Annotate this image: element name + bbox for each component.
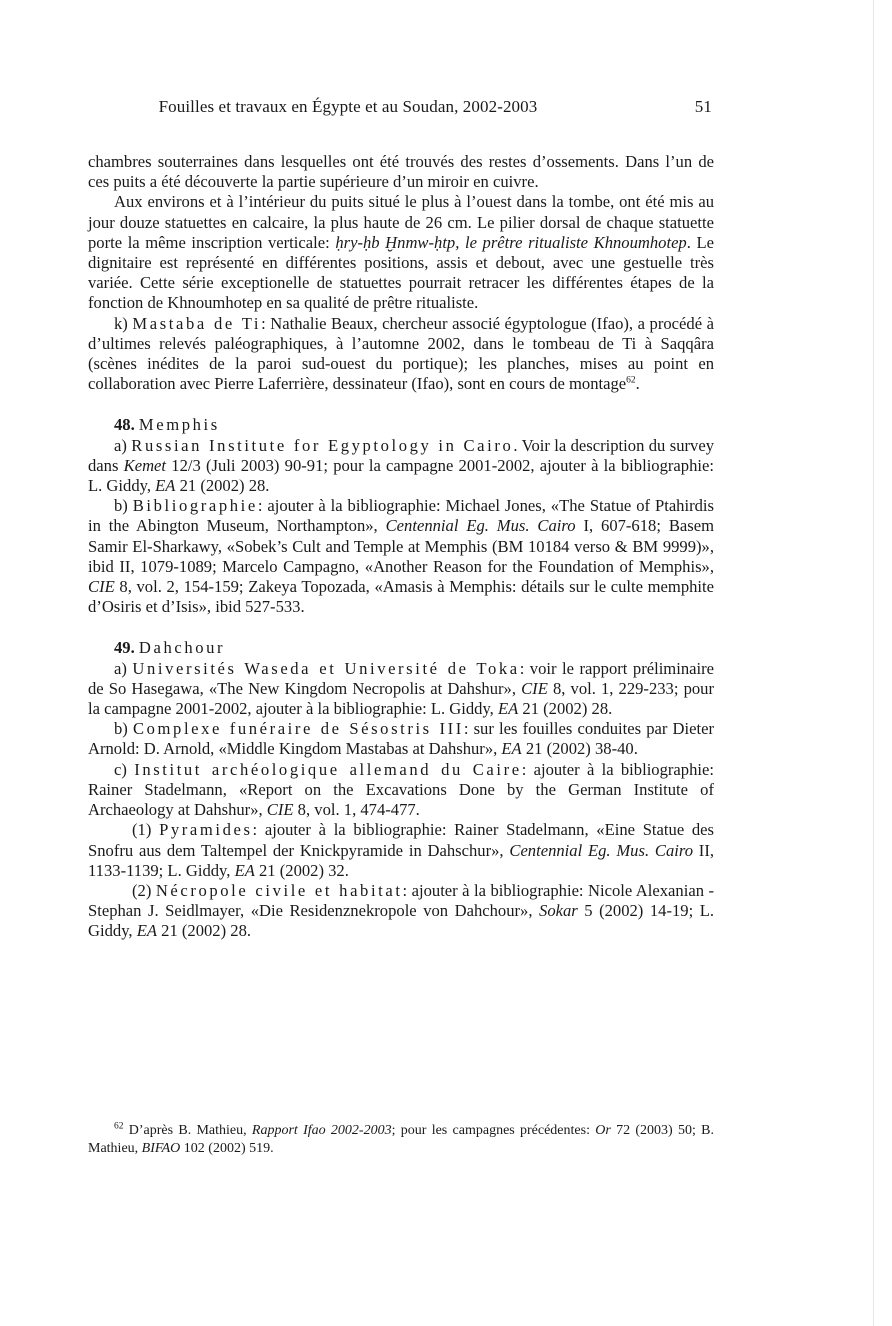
footnote-62: $^{62}$ D’après B. Mathieu, Rapport Ifao 2002-2003; pour les campagnes précédentes: Or 72 (2003) 50; B. Mathieu, BIFAO 102 (2002) 519. xyxy=(88,1121,714,1156)
paragraph-statuettes: Aux environs et à l’intérieur du puits situé le plus à l’ouest dans la tombe, ont été mis au jour douze statuettes en calcaire, la plus haute de 26 cm. Le pilier dorsal de chaque statuette porte la même inscription verticale: ḥry-ḥb Ḫnmw-ḥtp, le prêtre ritualiste Khnoumhotep. Le dignitaire est représenté en différentes positions, assis et debout, avec une gestuelle très variée. Cette série exceptionelle de statuettes pourrait retracer les différentes étapes de la fonction de Khnoumhotep en sa qualité de prêtre ritualiste. xyxy=(88,192,714,313)
section-number: 49. xyxy=(114,638,135,658)
paragraph-sesostris: b) Complexe funéraire de Sésostris III: sur les fouilles conduites par Dieter Arnold: D. Arnold, «Middle Kingdom Mastabas at Dahshur», EA 21 (2002) 38-40. xyxy=(88,719,714,759)
subheading-russian-institute: Russian Institute for Egyptology in Cairo xyxy=(131,435,514,455)
subheading-sesostris: Complexe funéraire de Sésostris III xyxy=(132,719,464,739)
footnote-ref-62: 62 xyxy=(626,375,636,386)
page-number: 51 xyxy=(694,97,712,116)
subheading-pyramides: Pyramides xyxy=(159,820,253,840)
paragraph-pyramides: (1) Pyramides: ajouter à la bibliographie: Rainer Stadelmann, «Eine Statue des Snofru aus dem Taltempel der Knickpyramide in Dahschur», Centennial Eg. Mus. Cairo II, 1133-1139; L. Giddy, EA 21 (2002) 32. xyxy=(88,820,715,880)
paragraph-institut-allemand: c) Institut archéologique allemand du Caire: ajouter à la bibliographie: Rainer Stadelmann, «Report on the Excavations Done by the German Institute of Archaeology at Dahshur», CIE 8, vol. 1, 474-477. xyxy=(88,759,714,820)
paragraph-waseda: a) Universités Waseda et Université de Toka: voir le rapport préliminaire de So Hasegawa, «The New Kingdom Necropolis at Dahshur», CIE 8, vol. 1, 229-233; pour la campagne 2001-2002, ajouter à la bibliographie: L. Giddy, EA 21 (2002) 28. xyxy=(88,658,714,719)
body-text xyxy=(88,152,714,942)
subheading-mastaba-de-ti: Mastaba de Ti xyxy=(132,313,262,333)
subheading-necropole: Nécropole civile et habitat xyxy=(155,880,403,900)
footnotes xyxy=(88,1122,714,1158)
paragraph-bibliographie-memphis: b) Bibliographie: ajouter à la bibliographie: Michael Jones, «The Statue of Ptahirdis in the Abington Museum, Northampton», Centennial Eg. Mus. Cairo I, 607-618; Basem Samir El-Sharkawy, «Sobek’s Cult and Temple at Memphis (BM 10184 verso & BM 9999)», ibid II, 1079-1089; Marcelo Campagno, «Another Reason for the Foundation of Memphis», CIE 8, vol. 2, 154-159; Zakeya Topozada, «Amasis à Memphis: détails sur le culte memphite d’Osiris et d’Isis», ibid 527-533. xyxy=(88,496,714,617)
running-title: Fouilles et travaux en Égypte et au Soudan, 2002-2003 xyxy=(158,97,538,116)
subheading-institut-allemand: Institut archéologique allemand du Caire xyxy=(134,759,522,779)
running-head xyxy=(88,97,712,121)
paragraph-russian-institute: a) Russian Institute for Egyptology in Cairo. Voir la description du survey dans Kemet 12/3 (Juli 2003) 90-91; pour la campagne 2001-2002, ajouter à la bibliographie: L. Giddy, EA 21 (2002) 28. xyxy=(88,435,714,496)
section-heading-49 xyxy=(88,638,714,658)
page-edge-line xyxy=(873,0,874,1326)
paragraph-mastaba-ti: k) Mastaba de Ti: Nathalie Beaux, chercheur associé égyptologue (Ifao), a procédé à d’ultimes relevés paléographiques, à l’automne 2002, dans le tombeau de Ti à Saqqâra (scènes inédites de la paroi sud-ouest du portique); les planches, mises au point en collaboration avec Pierre Laferrière, dessinateur (Ifao), sont en cours de montage$^{62}$. xyxy=(88,313,714,394)
section-gap xyxy=(88,617,714,638)
section-heading-48 xyxy=(88,415,714,435)
subheading-bibliographie: Bibliographie xyxy=(132,496,258,516)
paragraph-necropole: (2) Nécropole civile et habitat: ajouter à la bibliographie: Nicole Alexanian - Stephan J. Seidlmayer, «Die Residenznekropole von Dahchour», Sokar 5 (2002) 14-19; L. Giddy, EA 21 (2002) 28. xyxy=(88,880,714,941)
subheading-waseda: Universités Waseda et Université de Toka xyxy=(132,658,520,678)
section-number: 48. xyxy=(114,415,135,435)
paragraph-chambres: chambres souterraines dans lesquelles ont été trouvés des restes d’ossements. Dans l’un de ces puits a été découverte la partie supérieure d’un miroir en cuivre. xyxy=(88,152,714,192)
footnote-number: 62 xyxy=(114,1121,124,1132)
section-title: Dahchour xyxy=(138,638,226,658)
section-gap xyxy=(88,394,714,415)
inscription-text: ḥry-ḥb Ḫnmw-ḥtp, le prêtre ritualiste Khnoumhotep xyxy=(335,232,687,252)
section-title: Memphis xyxy=(138,415,220,435)
